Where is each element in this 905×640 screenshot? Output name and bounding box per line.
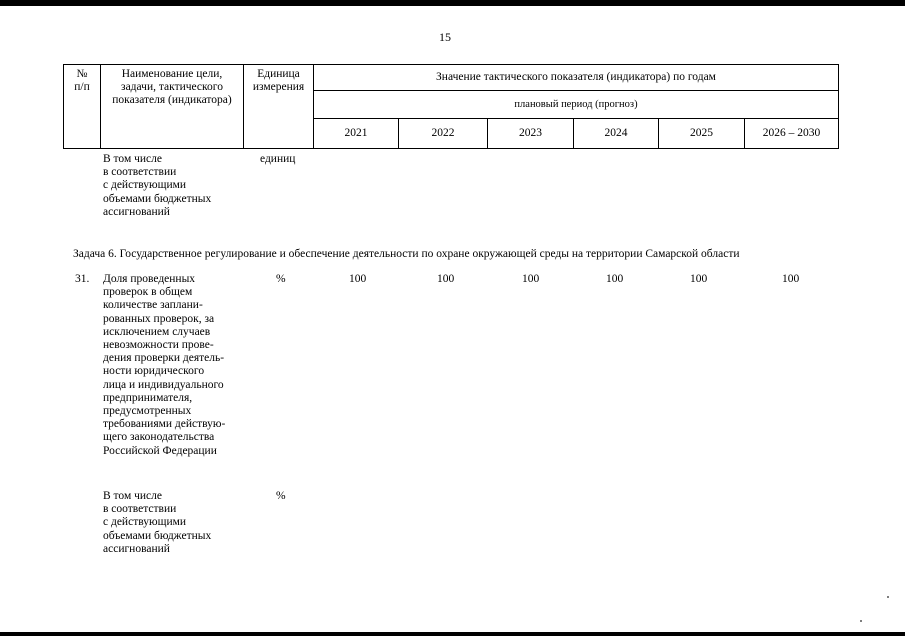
row31-value-2021: 100 bbox=[349, 273, 367, 285]
header-year-2025: 2025 bbox=[659, 119, 745, 149]
row31-sub-unit: % bbox=[276, 490, 286, 502]
row31-sub-name: В том числе в соответствии с действующими объемами бюджетных ассигнований bbox=[103, 490, 212, 555]
header-year-2026-2030: 2026 – 2030 bbox=[745, 119, 839, 149]
row31-value-2026-2030: 100 bbox=[782, 273, 800, 285]
header-col-value: Значение тактического показателя (индикатора) по годам bbox=[314, 65, 839, 91]
row31-number: 31. bbox=[75, 273, 90, 285]
row31-value-2025: 100 bbox=[690, 273, 708, 285]
row31-unit: % bbox=[276, 273, 286, 285]
top-border-bar bbox=[0, 0, 905, 6]
header-col-unit: Единица измерения bbox=[244, 65, 314, 149]
bottom-border-bar bbox=[0, 632, 905, 636]
page-number: 15 bbox=[439, 30, 451, 44]
header-year-2024: 2024 bbox=[574, 119, 659, 149]
header-col-name: Наименование цели, задачи, тактического показателя (индикатора) bbox=[101, 65, 244, 149]
row1-name: В том числе в соответствии с действующими объемами бюджетных ассигнований bbox=[103, 153, 212, 218]
header-col-number: № п/п bbox=[64, 65, 101, 149]
scan-speck bbox=[887, 596, 889, 598]
header-year-2021: 2021 bbox=[314, 119, 399, 149]
row31-value-2023: 100 bbox=[522, 273, 540, 285]
scan-speck bbox=[860, 620, 862, 622]
header-year-2023: 2023 bbox=[488, 119, 574, 149]
row31-value-2024: 100 bbox=[606, 273, 624, 285]
table-header bbox=[63, 64, 839, 149]
row31-name: Доля проведенных проверок в общем количестве заплани- рованных проверок, за исключением случаев невозможности прове- дения проверки деятель- ности юридического лица и индивидуального предпринимателя, предусмотренных требованиями действую- щего законодательства Российской Федерации bbox=[103, 273, 226, 457]
task6-heading: Задача 6. Государственное регулирование и обеспечение деятельности по охране окружающей среды на территории Самарской области bbox=[73, 248, 740, 260]
row1-unit: единиц bbox=[260, 153, 296, 165]
header-col-plan: плановый период (прогноз) bbox=[314, 91, 839, 119]
row31-value-2022: 100 bbox=[437, 273, 455, 285]
header-year-2022: 2022 bbox=[399, 119, 488, 149]
